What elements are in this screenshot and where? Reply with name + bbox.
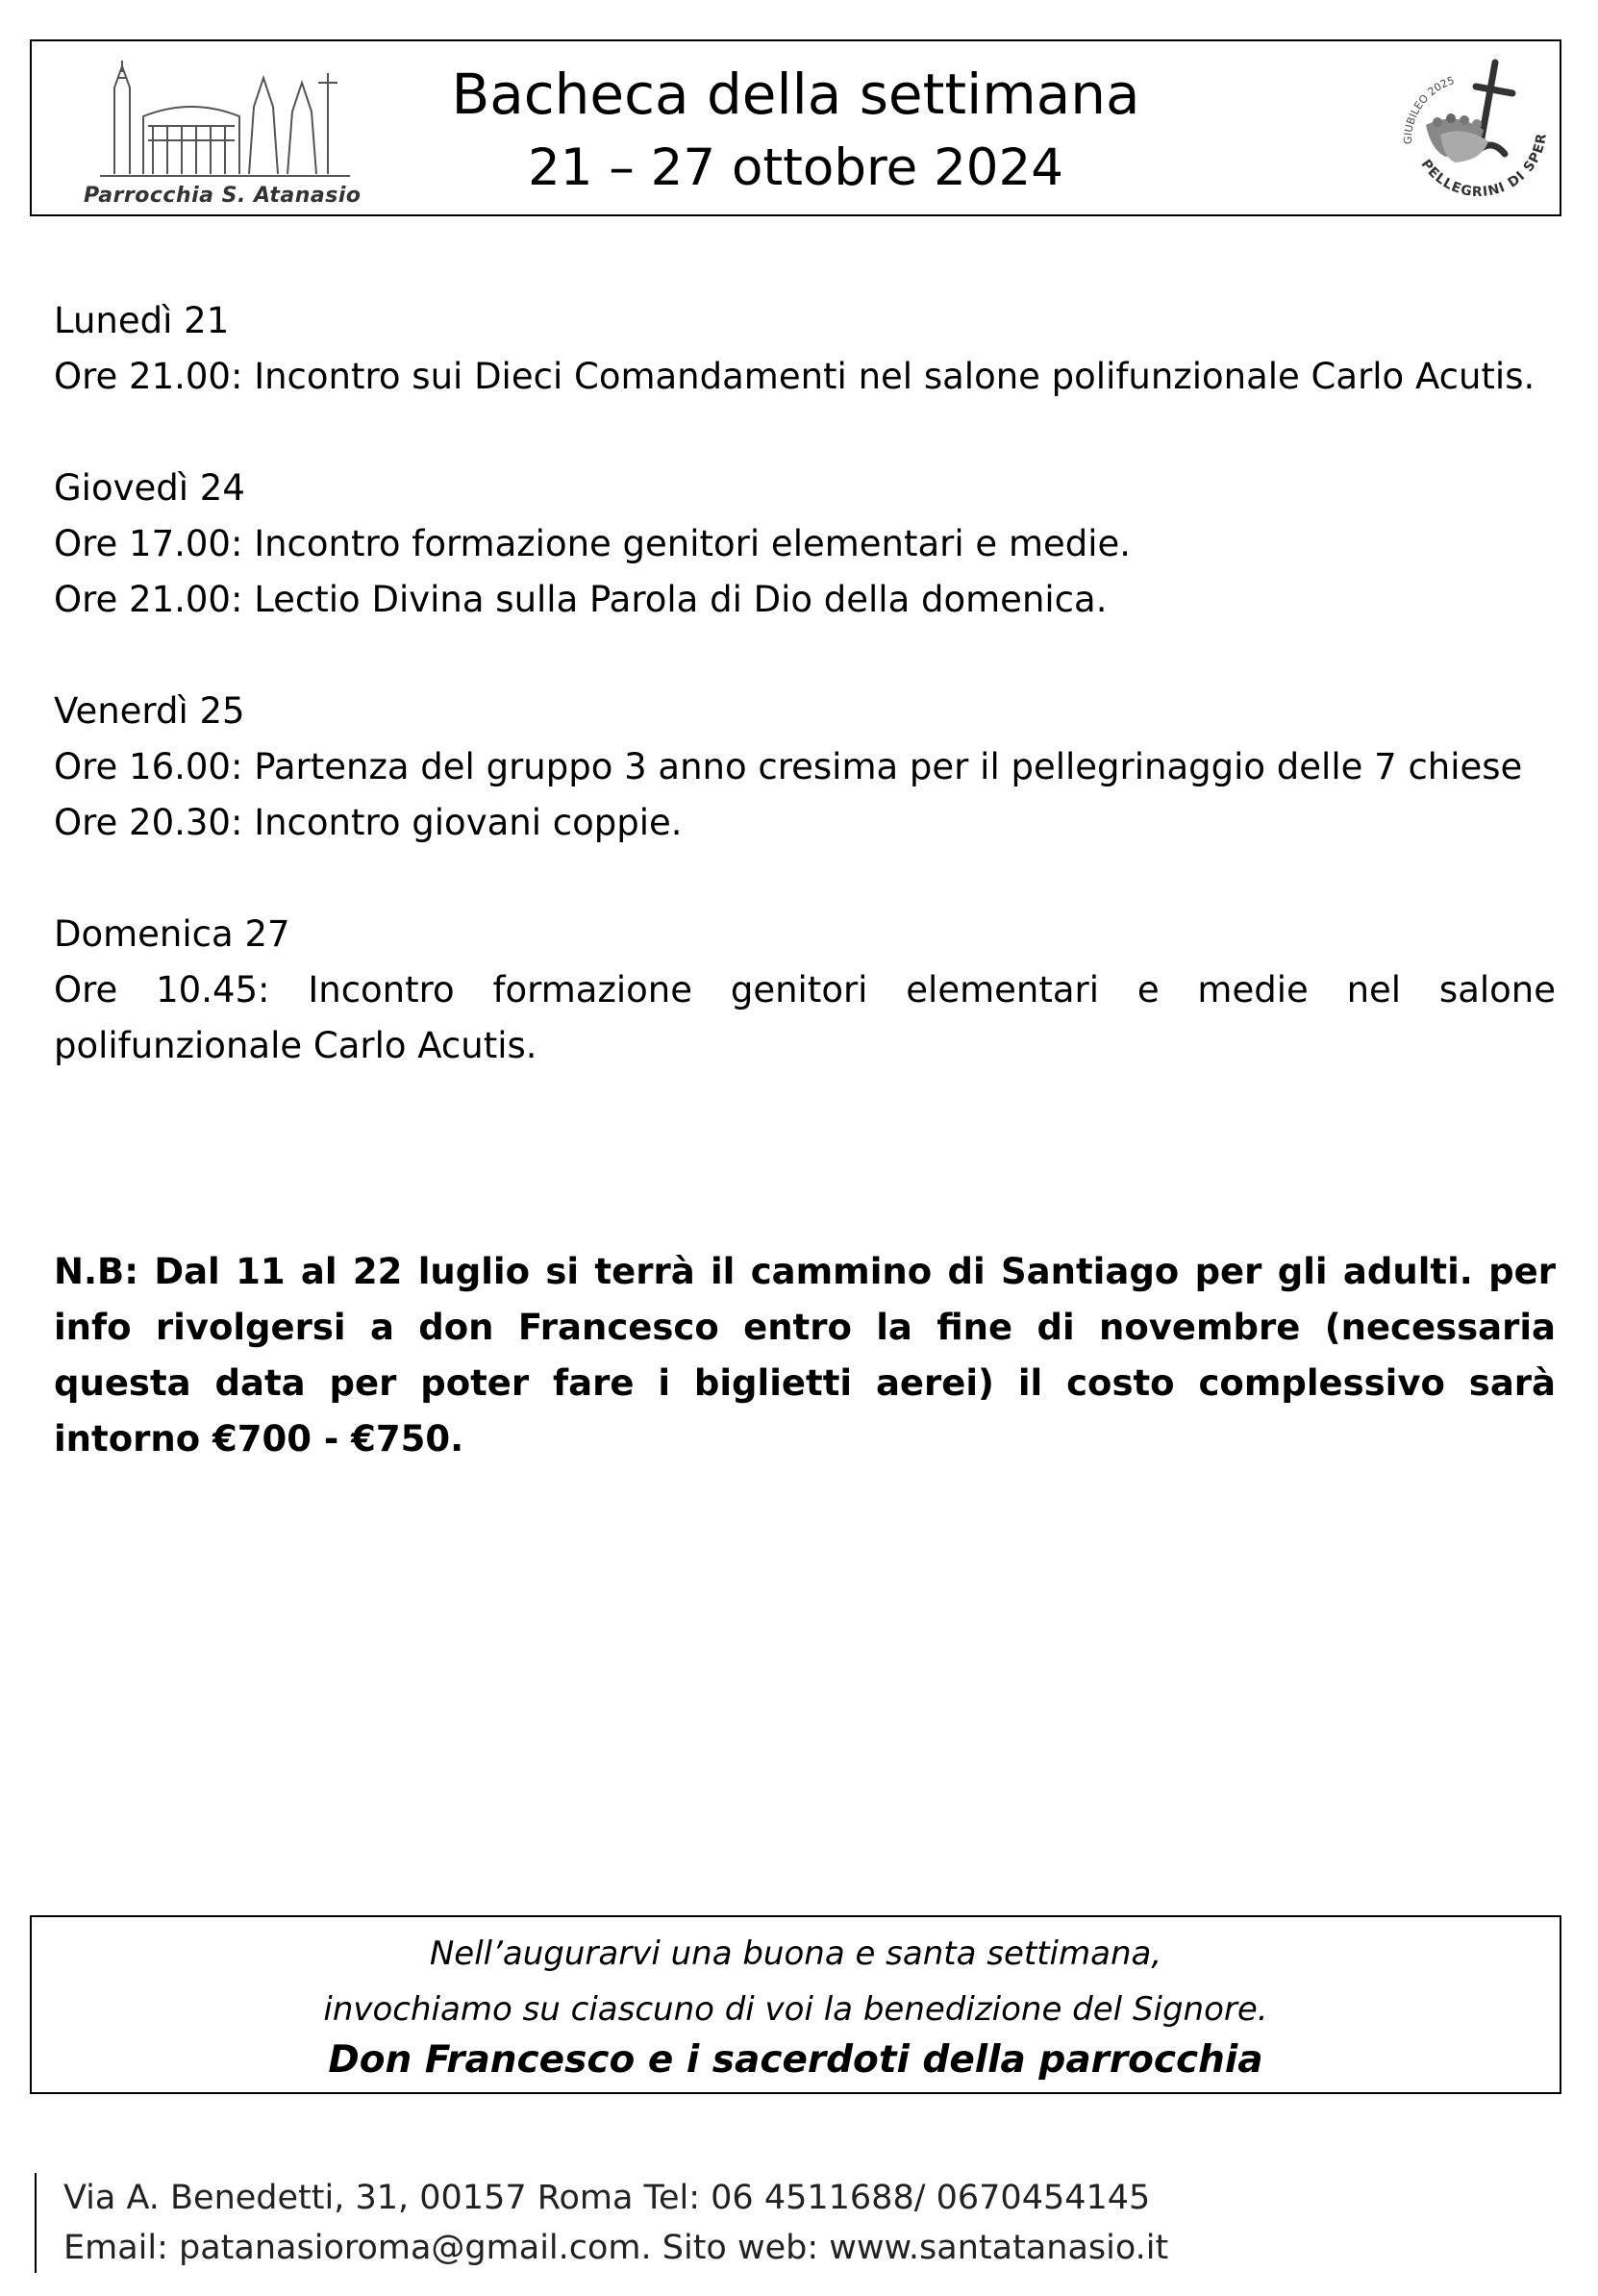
jubilee-logo — [1387, 53, 1556, 212]
event-text: Incontro giovani coppie. — [242, 802, 683, 843]
pilgrims-figures-icon — [1426, 113, 1488, 162]
schedule-event — [54, 795, 1556, 851]
blessing-line-1: Nell’augurarvi una buona e santa settimana, — [429, 1934, 1162, 1973]
page-title: Bacheca della settimana — [451, 62, 1140, 127]
blessing-line-2: invochiamo su ciascuno di voi la benedizione del Signore. — [323, 1990, 1268, 2029]
blessing-box — [30, 1915, 1561, 2094]
event-time: Ore 17.00: — [54, 523, 243, 564]
schedule-day — [54, 461, 1556, 628]
contact-address: Via A. Benedetti, 31, 00157 Roma Tel: 06 4511688/ 0670454145 — [63, 2179, 1151, 2217]
event-time: Ore 21.00: — [54, 356, 243, 397]
schedule-event — [54, 572, 1556, 628]
event-text: Incontro formazione genitori elementari e medie nel salone polifunzionale Carlo Acutis. — [54, 969, 1557, 1066]
day-title: Venerdì 25 — [54, 690, 245, 732]
contact-web: Email: patanasioroma@gmail.com. Sito web: www.santatanasio.it — [63, 2229, 1169, 2267]
event-time: Ore 20.30: — [54, 802, 243, 843]
schedule-day — [54, 293, 1556, 405]
schedule-event — [54, 516, 1556, 572]
day-title: Giovedì 24 — [54, 467, 245, 509]
event-text: Partenza del gruppo 3 anno cresima per il pellegrinaggio delle 7 chiese — [242, 746, 1523, 787]
schedule-day — [54, 907, 1556, 1074]
parish-logo-caption: Parrocchia S. Atanasio — [84, 184, 362, 208]
svg-text:PELLEGRINI DI SPERANZA: PELLEGRINI DI SPER — [1417, 131, 1551, 201]
schedule-event — [54, 349, 1556, 405]
notice-text: N.B: Dal 11 al 22 luglio si terrà il cammino di Santiago per gli adulti. per info rivolgersi a don Francesco entro la fine di novembre (necessaria questa data per poter fare i biglietti aerei) il costo complessivo sarà intorno €700 - €750. — [54, 1251, 1556, 1460]
header-box — [30, 39, 1561, 216]
schedule-event — [54, 739, 1556, 795]
event-text: Incontro sui Dieci Comandamenti nel salone polifunzionale Carlo Acutis. — [242, 356, 1536, 397]
day-title: Domenica 27 — [54, 913, 290, 955]
event-text: Incontro formazione genitori elementari e medie. — [242, 523, 1132, 564]
schedule-day — [54, 684, 1556, 851]
blessing-signature: Don Francesco e i sacerdoti della parrocchia — [328, 2038, 1263, 2082]
day-title: Lunedì 21 — [54, 300, 230, 341]
event-time: Ore 10.45: — [54, 969, 270, 1011]
svg-text:GIUBILEO 2025: GIUBILEO 2025 — [1401, 74, 1457, 145]
event-time: Ore 16.00: — [54, 746, 243, 787]
contact-info — [35, 2173, 1168, 2273]
date-range: 21 – 27 ottobre 2024 — [528, 138, 1063, 197]
schedule-event — [54, 962, 1556, 1074]
event-text: Lectio Divina sulla Parola di Dio della domenica. — [242, 579, 1108, 620]
event-time: Ore 21.00: — [54, 579, 243, 620]
weekly-schedule — [54, 293, 1556, 1130]
